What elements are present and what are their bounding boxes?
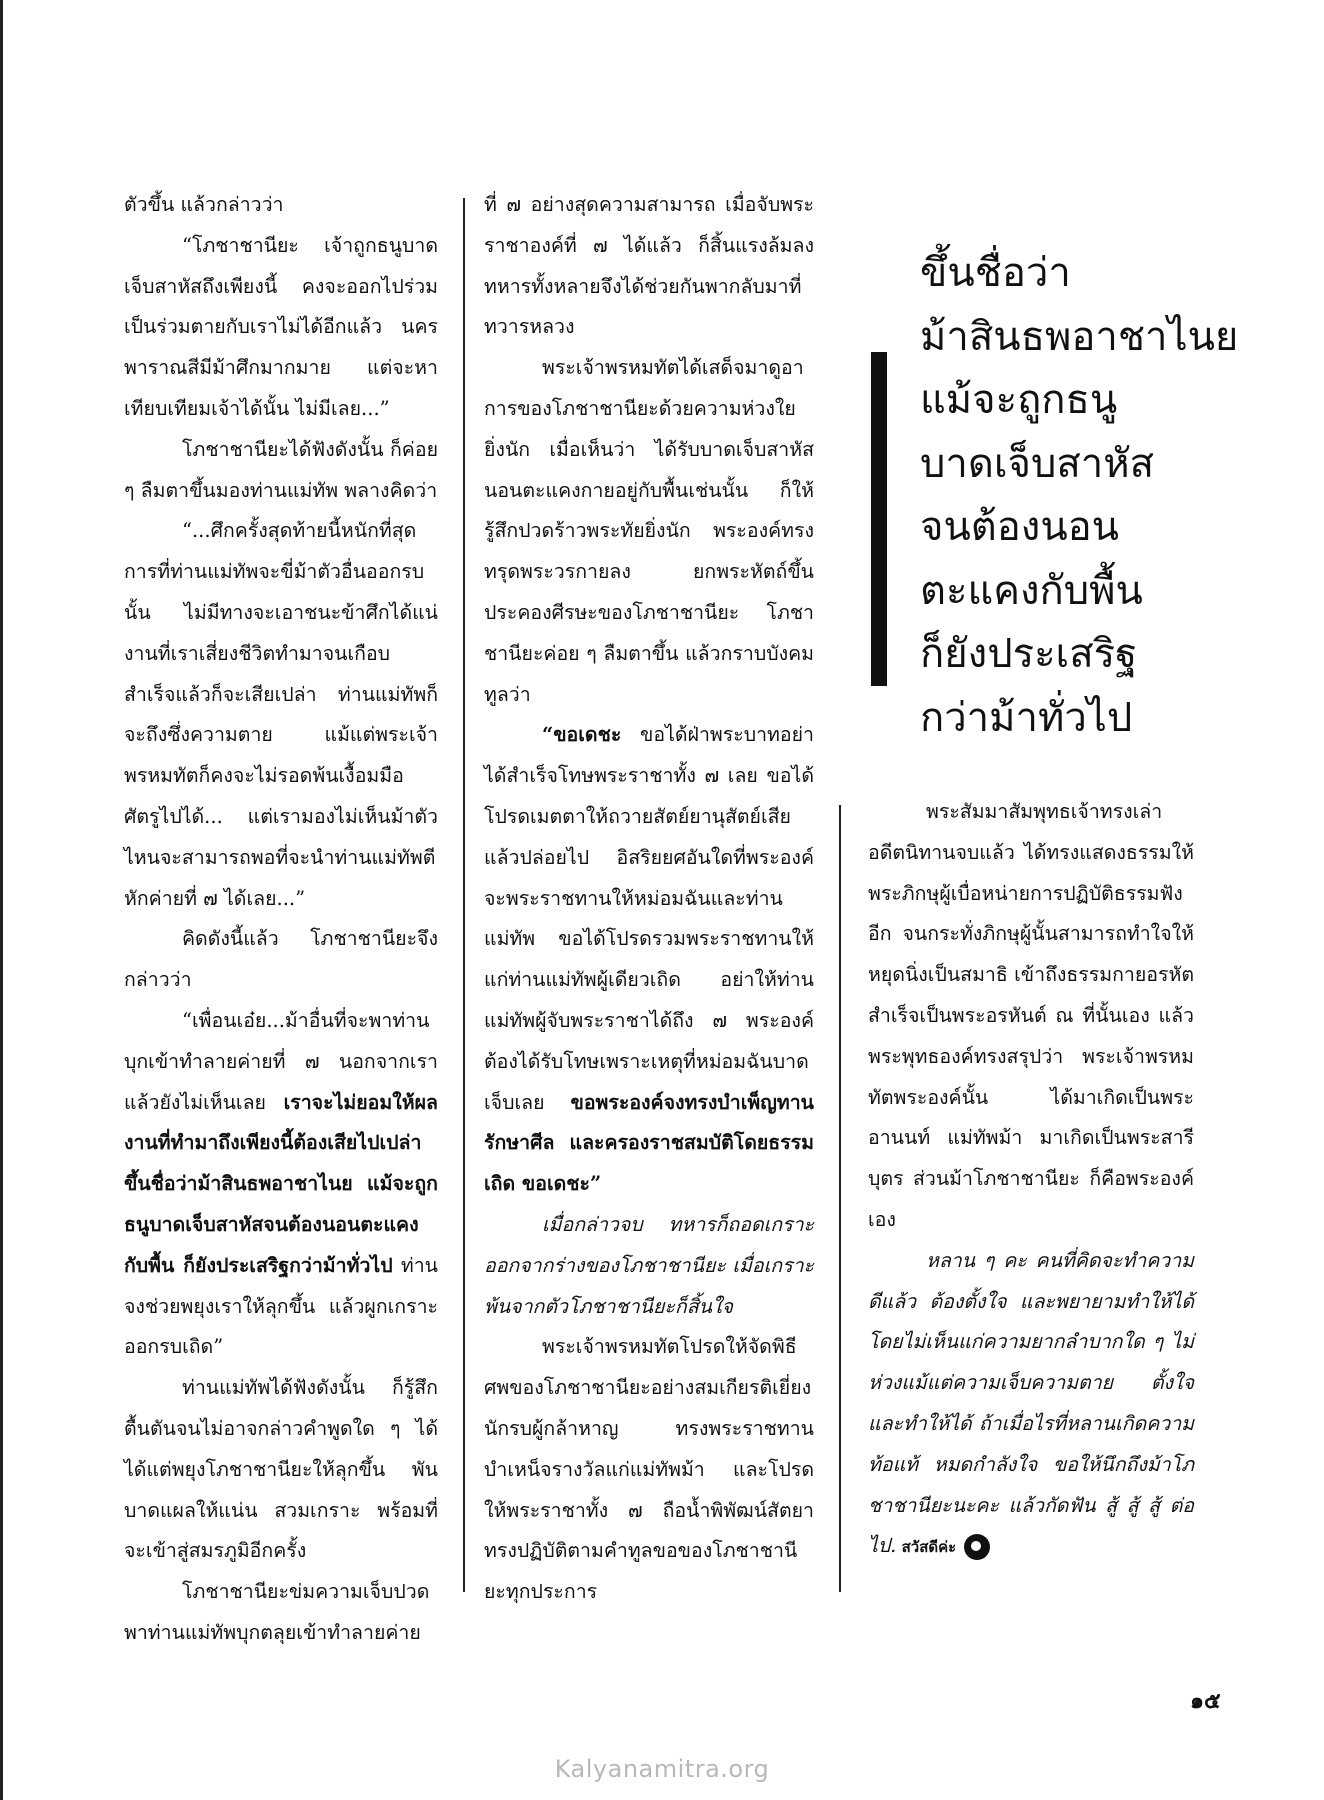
text-column-3 xyxy=(868,792,1194,1568)
paragraph: คิดดังนี้แล้ว โภชาชานียะจึงกล่าวว่า xyxy=(124,927,438,992)
pull-quote-line: จนต้องนอน xyxy=(920,504,1120,550)
text-run: ท่านจงช่วยพยุงเราให้ลุกขึ้น แล้วผูกเกราะออกรบเถิด” xyxy=(124,1253,438,1359)
pull-quote-line: ตะแคงกับพื้น xyxy=(920,567,1143,614)
text-run: “เพื่อนเอ๋ย...ม้าอื่นที่จะพาท่านบุกเข้าทำลายค่ายที่ ๗ นอกจากเราแล้วยังไม่เห็นเลย xyxy=(124,1008,438,1114)
paragraph: พระเจ้าพรหมทัตโปรดให้จัดพิธีศพของโภชาชานียะอย่างสมเกียรติเยี่ยงนักรบผู้กล้าหาญ ทรงพระราชทานบำเหน็จรางวัลแก่แม่ทัพม้า และโปรดให้พระราชาทั้ง ๗ ถือน้ำพิพัฒน์สัตยาทรงปฏิบัติตามคำทูลขอของโภชาชานียะทุกประการ xyxy=(484,1335,814,1604)
pull-quote-line: ขึ้นชื่อว่า xyxy=(920,250,1071,296)
bold-text-run: “ขอเดชะ xyxy=(542,723,622,747)
italic-paragraph xyxy=(868,1241,1194,1568)
pull-quote-line: ก็ยังประเสริฐ xyxy=(920,631,1138,677)
pull-quote-line: กว่าม้าทั่วไป xyxy=(920,694,1133,741)
watermark: Kalyanamitra.org xyxy=(554,1755,770,1783)
column-divider xyxy=(839,805,841,1592)
text-column-1 xyxy=(124,185,438,1654)
paragraph: ที่ ๗ อย่างสุดความสามารถ เมื่อจับพระราชาองค์ที่ ๗ ได้แล้ว ก็สิ้นแรงล้มลง ทหารทั้งหลายจึงได้ช่วยกันพากลับมาที่ทวารหลวง xyxy=(484,193,814,339)
signoff-text: สวัสดีค่ะ xyxy=(896,1538,957,1557)
italic-text-run: หลาน ๆ คะ คนที่คิดจะทำความดีแล้ว ต้องตั้งใจ และพยายามทำให้ได้โดยไม่เห็นแก่ความยากลำบากใด ๆ ไม่ห่วงแม้แต่ความเจ็บความตาย ตั้งใจและทำให้ได้ ถ้าเมื่อไรที่หลานเกิดความท้อแท้ หมดกำลังใจ ขอให้นึกถึงม้าโภชาชานียะนะคะ แล้วกัดฟัน สู้ สู้ สู้ ต่อไป. xyxy=(868,1248,1194,1558)
column-divider xyxy=(463,198,465,1592)
end-mark-icon xyxy=(964,1534,990,1560)
pull-quote-line: แม้จะถูกธนู xyxy=(920,377,1118,423)
paragraph: พระเจ้าพรหมทัตได้เสด็จมาดูอาการของโภชาชานียะด้วยความห่วงใยยิ่งนัก เมื่อเห็นว่า ได้รับบาดเจ็บสาหัส นอนตะแคงกายอยู่กับพื้นเช่นนั้น ก็ให้รู้สึกปวดร้าวพระทัยยิ่งนัก พระองค์ทรงทรุดพระวรกายลง ยกพระหัตถ์ขึ้นประคองศีรษะของโภชาชานียะ โภชาชานียะค่อย ๆ ลืมตาขึ้น แล้วกราบบังคมทูลว่า xyxy=(484,356,814,706)
paragraph: โภชาชานียะได้ฟังดังนั้น ก็ค่อย ๆ ลืมตาขึ้นมองท่านแม่ทัพ พลางคิดว่า xyxy=(124,437,438,502)
pull-quote-line: ม้าสินธพอาชาไนย xyxy=(920,313,1239,360)
paragraph: “โภชาชานียะ เจ้าถูกธนูบาดเจ็บสาหัสถึงเพียงนี้ คงจะออกไปร่วมเป็นร่วมตายกับเราไม่ได้อีกแล้ว นครพาราณสีมีม้าศึกมากมาย แต่จะหาเทียบเทียมเจ้าได้นั้น ไม่มีเลย...” xyxy=(124,233,438,420)
paragraph: “...ศึกครั้งสุดท้ายนี้หนักที่สุด การที่ท่านแม่ทัพจะขี่ม้าตัวอื่นออกรบนั้น ไม่มีทางจะเอาชนะข้าศึกได้แน่ งานที่เราเสี่ยงชีวิตทำมาจนเกือบสำเร็จแล้วก็จะเสียเปล่า ท่านแม่ทัพก็จะถึงซึ่งความตาย แม้แต่พระเจ้าพรหมทัตก็คงจะไม่รอดพ้นเงื้อมมือศัตรูไปได้... แต่เรามองไม่เห็นม้าตัวไหนจะสามารถพอที่จะนำท่านแม่ทัพตีหักค่ายที่ ๗ ได้เลย...” xyxy=(124,519,438,910)
bold-text-run: ขอพระองค์จงทรงบำเพ็ญทาน รักษาศีล และครองราชสมบัติโดยธรรมเถิด ขอเดชะ” xyxy=(484,1090,814,1196)
page-number: ๑๕ xyxy=(1190,1688,1221,1714)
paragraph: พระสัมมาสัมพุทธเจ้าทรงเล่าอดีตนิทานจบแล้ว ได้ทรงแสดงธรรมให้พระภิกษุผู้เบื่อหน่ายการปฏิบัติธรรมฟังอีก จนกระทั่งภิกษุผู้นั้นสามารถทำใจให้หยุดนิ่งเป็นสมาธิ เข้าถึงธรรมกายอรหัต สำเร็จเป็นพระอรหันต์ ณ ที่นั้นเอง แล้วพระพุทธองค์ทรงสรุปว่า พระเจ้าพรหมทัตพระองค์นั้น ได้มาเกิดเป็นพระอานนท์ แม่ทัพม้า มาเกิดเป็นพระสารีบุตร ส่วนม้าโภชาชานียะ ก็คือพระองค์เอง xyxy=(868,800,1194,1231)
pull-quote-bar xyxy=(871,352,887,686)
paragraph xyxy=(484,715,814,1205)
paragraph: ท่านแม่ทัพได้ฟังดังนั้น ก็รู้สึกตื้นตันจนไม่อาจกล่าวคำพูดใด ๆ ได้ ได้แต่พยุงโภชาชานียะให้ลุกขึ้น พันบาดแผลให้แน่น สวมเกราะ พร้อมที่จะเข้าสู่สมรภูมิอีกครั้ง xyxy=(124,1376,438,1563)
paragraph: โภชาชานียะข่มความเจ็บปวดพาท่านแม่ทัพบุกตลุยเข้าทำลายค่าย xyxy=(124,1580,430,1644)
paragraph xyxy=(124,1001,438,1368)
italic-paragraph: เมื่อกล่าวจบ ทหารก็ถอดเกราะออกจากร่างของโภชาชานียะ เมื่อเกราะพ้นจากตัวโภชาชานียะก็สิ้นใจ xyxy=(484,1212,814,1318)
pull-quote-line: บาดเจ็บสาหัส xyxy=(920,440,1154,487)
text-column-2 xyxy=(484,185,814,1613)
paragraph: ตัวขึ้น แล้วกล่าวว่า xyxy=(124,193,284,216)
pull-quote xyxy=(920,242,1239,750)
text-run: ขอได้ฝ่าพระบาทอย่าได้สำเร็จโทษพระราชาทั้ง ๗ เลย ขอได้โปรดเมตตาให้ถวายสัตย์ยานุสัตย์เสียแล้วปล่อยไป อิสริยยศอันใดที่พระองค์จะพระราชทานให้หม่อมฉันและท่านแม่ทัพ ขอได้โปรดรวมพระราชทานให้แก่ท่านแม่ทัพผู้เดียวเถิด อย่าให้ท่านแม่ทัพผู้จับพระราชาได้ถึง ๗ พระองค์ต้องได้รับโทษเพราะเหตุที่หม่อมฉันบาดเจ็บเลย xyxy=(484,723,814,1114)
page-edge xyxy=(0,0,3,1800)
bold-text-run: เราจะไม่ยอมให้ผลงานที่ทำมาถึงเพียงนี้ต้องเสียไปเปล่า ขึ้นชื่อว่าม้าสินธพอาชาไนย แม้จะถูกธนูบาดเจ็บสาหัสจนต้องนอนตะแคงกับพื้น ก็ยังประเสริฐกว่าม้าทั่วไป xyxy=(124,1090,438,1277)
